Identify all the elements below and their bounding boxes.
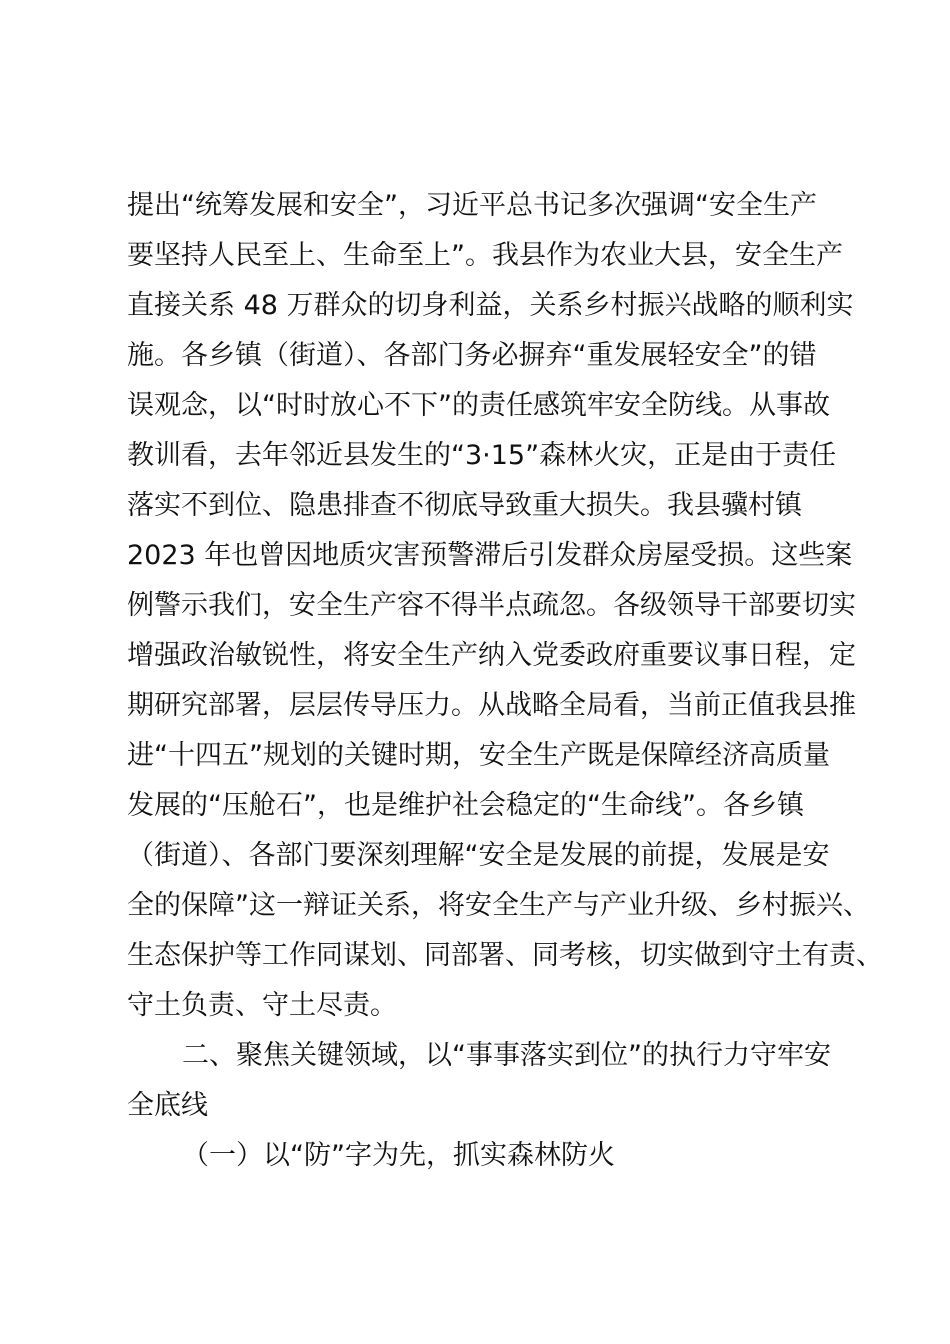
body-line-11: 期研究部署，层层传导压力。从战略全局看，当前正值我县推 [127, 690, 856, 721]
body-line-9: 例警示我们，安全生产容不得半点疏忽。各级领导干部要切实 [127, 590, 856, 621]
body-line-7: 落实不到位、隐患排查不彻底导致重大损失。我县骥村镇 [127, 490, 802, 521]
subsection-heading-2-1: （一）以“防”字为先，抓实森林防火 [182, 1140, 615, 1171]
body-line-16: 生态保护等工作同谋划、同部署、同考核，切实做到守土有责、 [127, 940, 883, 971]
body-line-4: 施。各乡镇（街道）、各部门务必摒弃“重发展轻安全”的错 [127, 340, 817, 371]
body-line-5: 误观念，以“时时放心不下”的责任感筑牢安全防线。从事故 [127, 390, 830, 421]
body-line-12: 进“十四五”规划的关键时期，安全生产既是保障经济高质量 [127, 740, 830, 771]
body-line-6: 教训看，去年邻近县发生的“3·15”森林火灾，正是由于责任 [127, 440, 837, 471]
body-line-2: 要坚持人民至上、生命至上”。我县作为农业大县，安全生产 [127, 240, 843, 271]
body-line-15: 全的保障”这一辩证关系，将安全生产与产业升级、乡村振兴、 [127, 890, 870, 921]
section-heading-2-line-2: 全底线 [127, 1090, 208, 1121]
body-line-3: 直接关系 48 万群众的切身利益，关系乡村振兴战略的顺利实 [127, 290, 854, 321]
body-line-14: （街道）、各部门要深刻理解“安全是发展的前提，发展是安 [127, 840, 830, 871]
section-heading-2-line-1: 二、聚焦关键领域，以“事事落实到位”的执行力守牢安 [182, 1040, 831, 1071]
body-line-13: 发展的“压舱石”，也是维护社会稳定的“生命线”。各乡镇 [127, 790, 804, 821]
body-line-1: 提出“统筹发展和安全”，习近平总书记多次强调“安全生产 [127, 190, 817, 221]
body-line-8: 2023 年也曾因地质灾害预警滞后引发群众房屋受损。这些案 [127, 540, 853, 571]
body-line-10: 增强政治敏锐性，将安全生产纳入党委政府重要议事日程，定 [127, 640, 856, 671]
body-line-17: 守土负责、守土尽责。 [127, 990, 397, 1021]
